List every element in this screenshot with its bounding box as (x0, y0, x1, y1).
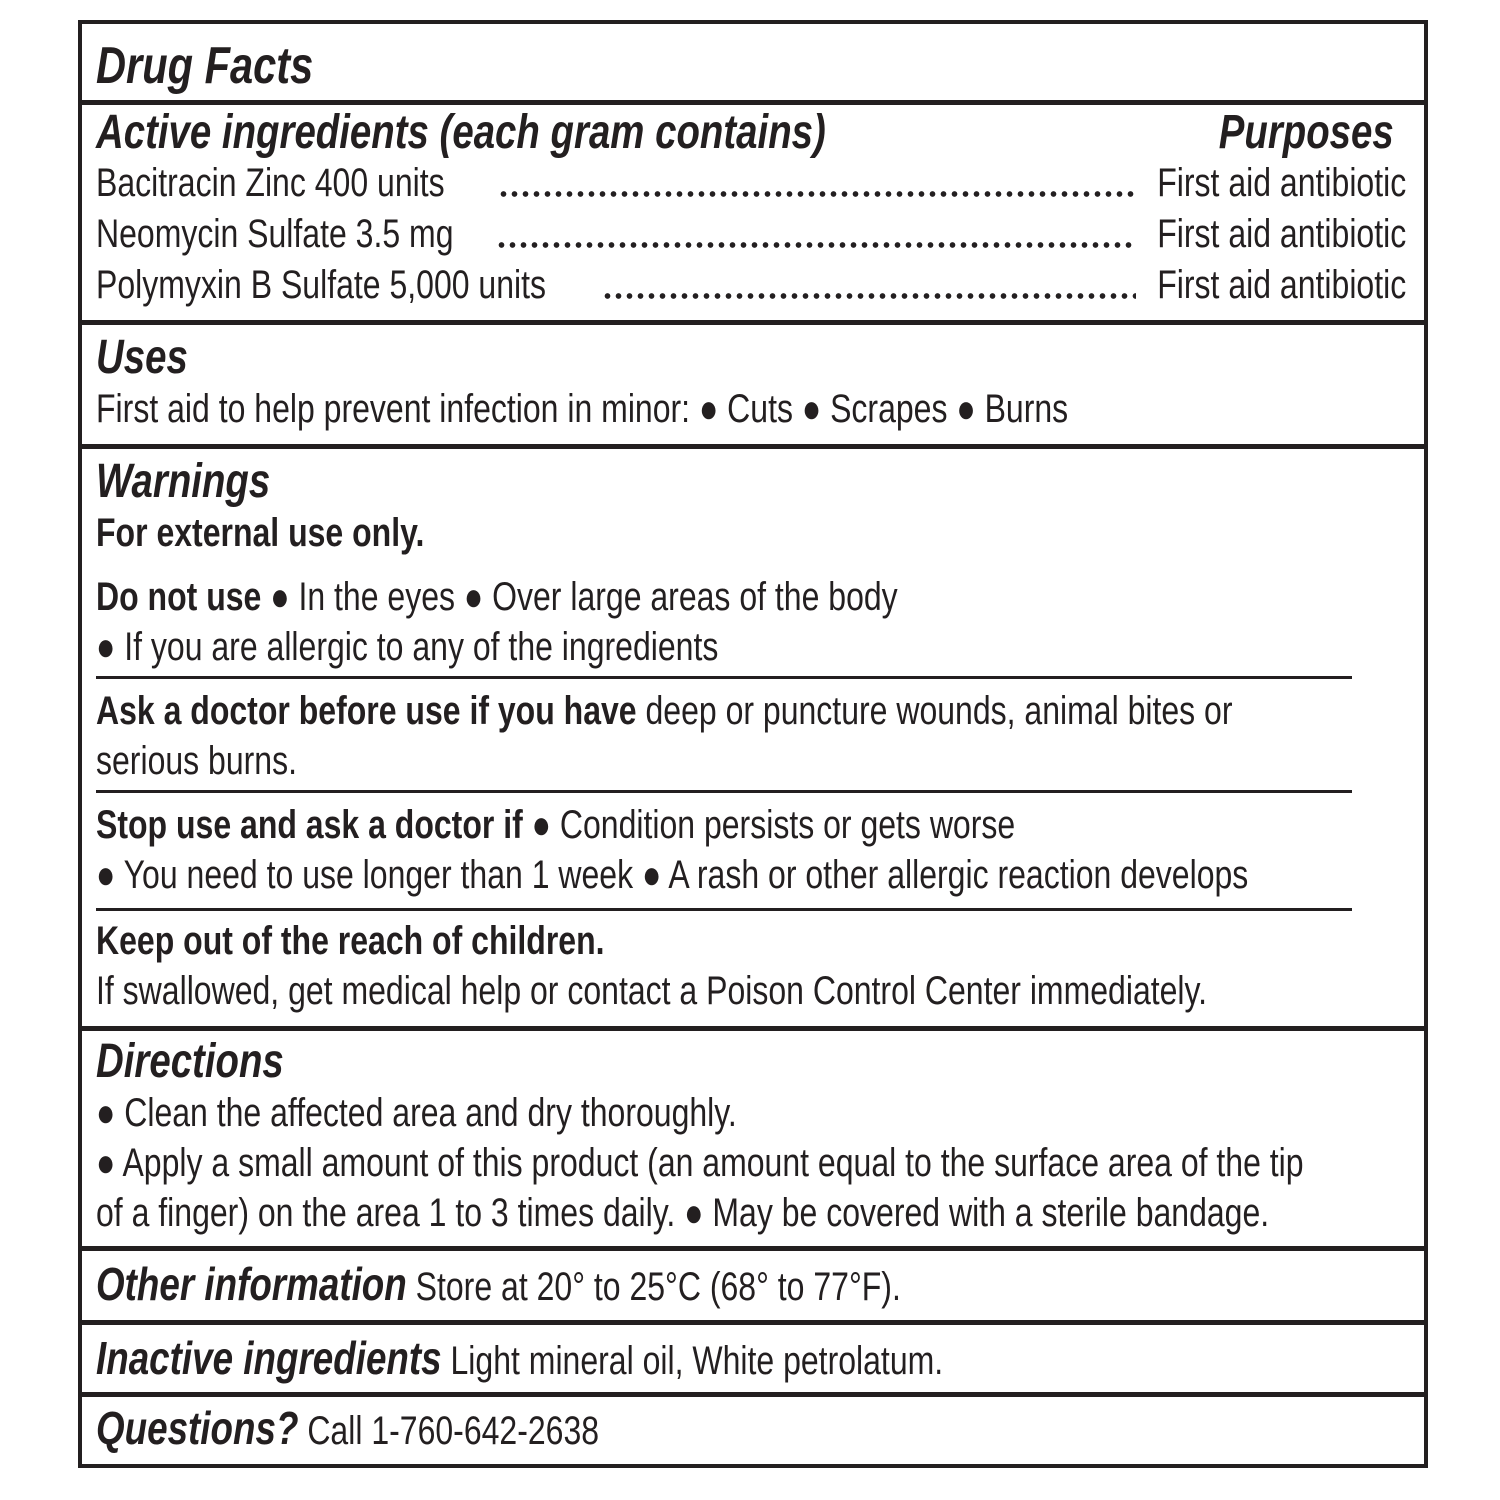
stop-use-line: Stop use and ask a doctor if ● Condition persists or gets worse (96, 803, 1016, 847)
swallowed-instruction: If swallowed, get medical help or contact a Poison Control Center immediately. (96, 969, 1208, 1013)
section-divider (82, 1320, 1424, 1325)
ask-doctor-line: serious burns. (96, 739, 297, 783)
leader-dots (602, 292, 1136, 300)
uses-heading: Uses (96, 331, 188, 384)
purposes-heading: Purposes (1219, 106, 1394, 159)
other-information: Other information Store at 20° to 25°C (68° to 77°F). (96, 1258, 901, 1310)
leader-dots (496, 241, 1136, 249)
ingredient-row: Neomycin Sulfate 3.5 mg First aid antibiotic (96, 212, 1406, 256)
drug-facts-title: Drug Facts (96, 37, 314, 95)
drug-facts-panel (78, 20, 1428, 1468)
subsection-divider (96, 676, 1352, 679)
ask-doctor-line: Ask a doctor before use if you have deep or puncture wounds, animal bites or (96, 689, 1233, 733)
subsection-divider (96, 790, 1352, 793)
do-not-use-line: ● If you are allergic to any of the ingredients (96, 625, 719, 669)
inactive-ingredients: Inactive ingredients Light mineral oil, White petrolatum. (96, 1332, 944, 1384)
section-divider (82, 1026, 1424, 1031)
section-divider (82, 100, 1424, 105)
ingredient-row: Polymyxin B Sulfate 5,000 units First aid antibiotic (96, 263, 1406, 307)
uses-text: First aid to help prevent infection in minor: ● Cuts ● Scrapes ● Burns (96, 387, 1069, 431)
section-divider (82, 444, 1424, 449)
section-divider (82, 320, 1424, 325)
leader-dots (498, 190, 1136, 198)
directions-line: of a finger) on the area 1 to 3 times daily. ● May be covered with a sterile bandage. (96, 1191, 1270, 1235)
ingredient-row: Bacitracin Zinc 400 units First aid antibiotic (96, 161, 1406, 205)
do-not-use-line: Do not use ● In the eyes ● Over large areas of the body (96, 575, 898, 619)
directions-line: ● Clean the affected area and dry thoroughly. (96, 1091, 737, 1135)
stop-use-line: ● You need to use longer than 1 week ● A rash or other allergic reaction develops (96, 853, 1249, 897)
active-ingredients-heading: Active ingredients (each gram contains) (96, 106, 826, 159)
section-divider (82, 1392, 1424, 1397)
external-use-warning: For external use only. (96, 511, 425, 555)
directions-heading: Directions (96, 1035, 284, 1088)
subsection-divider (96, 908, 1352, 911)
keep-out-of-reach: Keep out of the reach of children. (96, 919, 605, 963)
questions: Questions? Call 1-760-642-2638 (96, 1402, 600, 1454)
section-divider (82, 1246, 1424, 1251)
warnings-heading: Warnings (96, 455, 271, 508)
directions-line: ● Apply a small amount of this product (an amount equal to the surface area of the tip (96, 1141, 1304, 1185)
